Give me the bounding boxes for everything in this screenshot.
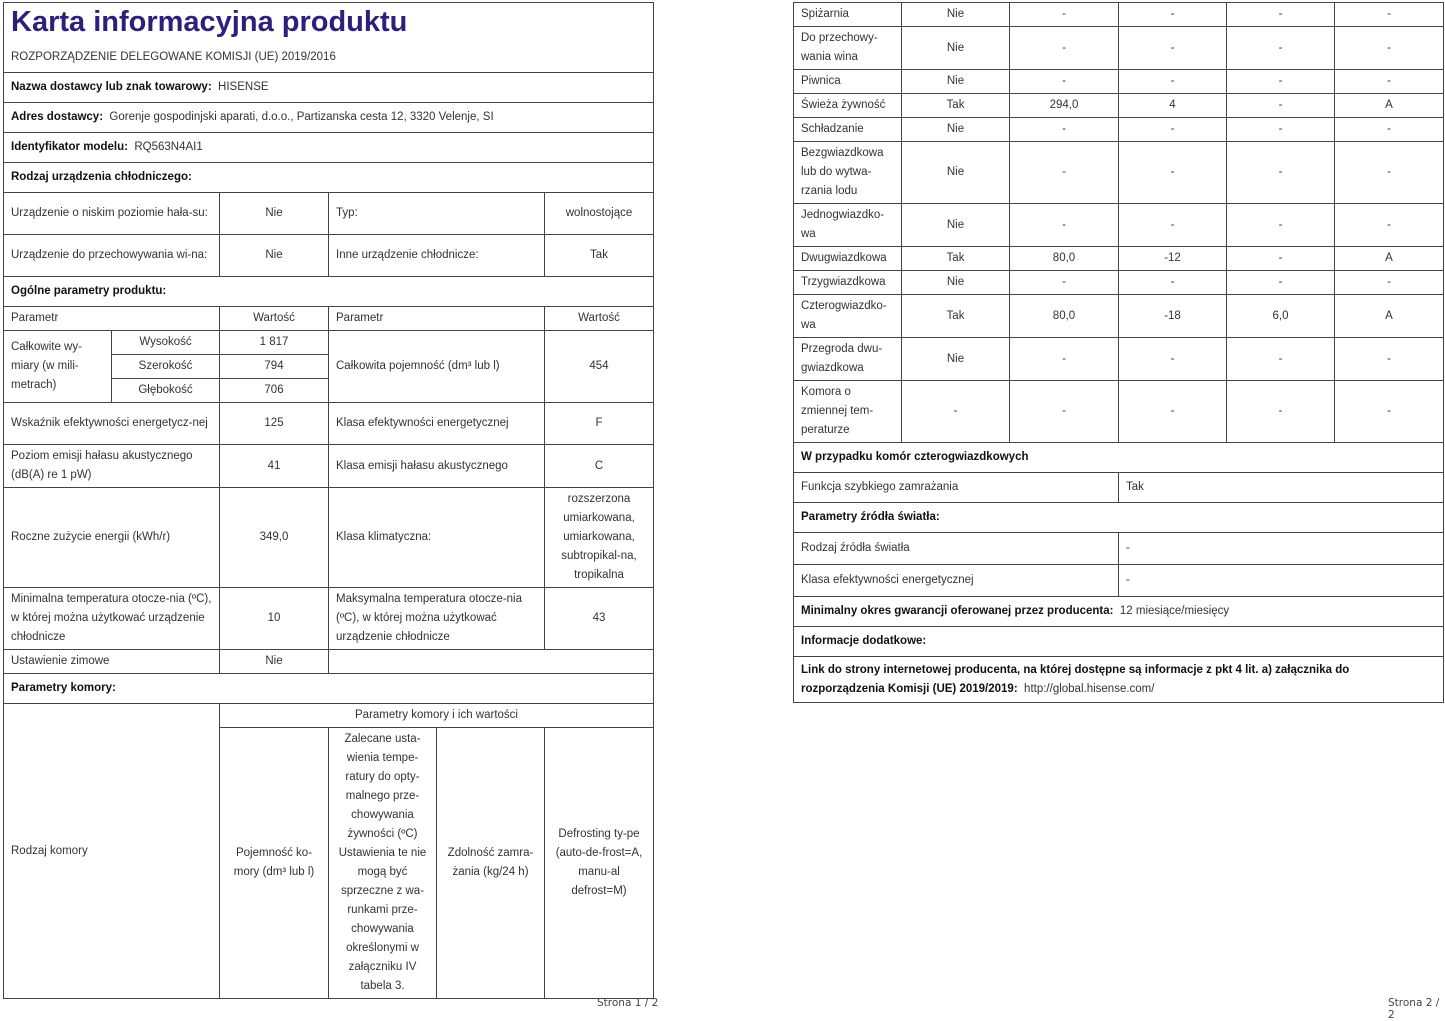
compartment-volume: - (1010, 142, 1119, 204)
value-header-left: Wartość (220, 307, 329, 331)
compartment-freeze-capacity: - (1227, 142, 1335, 204)
product-info-table (3, 2, 654, 999)
compartment-volume: - (1010, 3, 1119, 27)
compartment-present: Nie (902, 142, 1010, 204)
compartment-row (794, 70, 1444, 94)
noise-label: Poziom emisji hałasu akustycznego (dB(A) re 1 pW) (4, 445, 220, 488)
supplier-row (4, 73, 654, 103)
page-title: Karta informacyjna produktu (4, 3, 654, 43)
max-temp-label: Maksymalna temperatura otocze-nia (ºC), w której można użytkować urządzenie chłodnicze (329, 588, 545, 650)
compartment-volume: - (1010, 70, 1119, 94)
noise-value: 41 (220, 445, 329, 488)
compartment-name: Świeża żywność (794, 94, 902, 118)
compartment-row (794, 295, 1444, 338)
compartment-present: Nie (902, 118, 1010, 142)
compartment-present: - (902, 381, 1010, 443)
other-appliance-value: Tak (545, 235, 654, 277)
compartment-present: Tak (902, 94, 1010, 118)
compartment-freeze-capacity: - (1227, 27, 1335, 70)
compartment-params-heading: Parametry komory: (4, 674, 654, 704)
four-star-heading: W przypadku komór czterogwiazdkowych (794, 443, 1444, 473)
depth-value: 706 (220, 379, 329, 403)
fast-freeze-value: Tak (1119, 473, 1444, 503)
address-row (4, 103, 654, 133)
compartment-name: Do przechowy-wania wina (794, 27, 902, 70)
light-type-label: Rodzaj źródła światła (794, 533, 1119, 565)
compartment-name: Trzygwiazdkowa (794, 271, 902, 295)
width-label: Szerokość (112, 355, 220, 379)
low-noise-label: Urządzenie o niskim poziomie hała-su: (4, 193, 220, 235)
compartment-defrost: - (1335, 271, 1444, 295)
compartment-row (794, 94, 1444, 118)
manufacturer-link[interactable]: http://global.hisense.com/ (1024, 682, 1155, 695)
compartment-freeze-capacity: - (1227, 271, 1335, 295)
eei-value: 125 (220, 403, 329, 445)
fast-freeze-label: Funkcja szybkiego zamrażania (794, 473, 1119, 503)
model-label: Identyfikator modelu: (11, 141, 128, 153)
winter-setting-label: Ustawienie zimowe (4, 650, 220, 674)
compartment-present: Nie (902, 3, 1010, 27)
page-2 (793, 2, 1443, 703)
compartment-present: Nie (902, 204, 1010, 247)
compartment-defrost: A (1335, 94, 1444, 118)
compartment-temp: - (1119, 3, 1227, 27)
compartment-name: Komora o zmiennej tem-peraturze (794, 381, 902, 443)
compartment-defrost: A (1335, 247, 1444, 271)
param-header-right: Parametr (329, 307, 545, 331)
compartment-freeze-capacity: - (1227, 70, 1335, 94)
compartment-row (794, 204, 1444, 247)
other-appliance-label: Inne urządzenie chłodnicze: (329, 235, 545, 277)
compartment-freeze-capacity: - (1227, 3, 1335, 27)
compartment-row (794, 118, 1444, 142)
compartment-volume: 294,0 (1010, 94, 1119, 118)
compartment-split-cell (329, 728, 545, 999)
compartment-params-header: Parametry komory i ich wartości (220, 704, 654, 728)
low-noise-value: Nie (220, 193, 329, 235)
compartment-temp: -18 (1119, 295, 1227, 338)
compartment-volume: 80,0 (1010, 247, 1119, 271)
empty-cell (329, 650, 654, 674)
light-class-label: Klasa efektywności energetycznej (794, 565, 1119, 597)
compartment-name: Bezgwiazdkowa lub do wytwa-rzania lodu (794, 142, 902, 204)
wine-storage-label: Urządzenie do przechowywania wi-na: (4, 235, 220, 277)
compartment-temp: - (1119, 70, 1227, 94)
compartment-volume: - (1010, 338, 1119, 381)
manufacturer-link-label: Link do strony internetowej producenta, na której dostępne są informacje z pkt 4 lit. a) załącznika do rozporządzenia Komisji (UE) 2019/2019: (801, 663, 1350, 695)
compartment-temp: - (1119, 118, 1227, 142)
compartment-temp: -12 (1119, 247, 1227, 271)
compartment-present: Tak (902, 295, 1010, 338)
compartment-defrost: - (1335, 142, 1444, 204)
compartment-rows (794, 3, 1444, 443)
compartment-freeze-capacity: 6,0 (1227, 295, 1335, 338)
compartment-present: Tak (902, 247, 1010, 271)
compartment-defrost-header: Defrosting ty-pe (auto-de-frost=A, manu-al defrost=M) (545, 728, 654, 999)
compartment-temp: - (1119, 271, 1227, 295)
total-volume-label: Całkowita pojemność (dm³ lub l) (329, 331, 545, 403)
general-params-heading: Ogólne parametry produktu: (4, 277, 654, 307)
compartment-freeze-header: Zdolność zamra-żania (kg/24 h) (447, 847, 534, 878)
max-temp-value: 43 (545, 588, 654, 650)
compartment-present: Nie (902, 70, 1010, 94)
winter-setting-value: Nie (220, 650, 329, 674)
compartment-present: Nie (902, 271, 1010, 295)
warranty-row (794, 597, 1444, 627)
compartment-defrost: - (1335, 338, 1444, 381)
width-value: 794 (220, 355, 329, 379)
page-1-footer: Strona 1 / 2 (597, 997, 659, 1009)
compartment-temp: - (1119, 27, 1227, 70)
warranty-label: Minimalny okres gwarancji oferowanej przez producenta: (801, 605, 1114, 617)
compartment-volume: - (1010, 27, 1119, 70)
height-value: 1 817 (220, 331, 329, 355)
supplier-label: Nazwa dostawcy lub znak towarowy: (11, 81, 212, 93)
compartment-type-header: Rodzaj komory (4, 704, 220, 999)
address-value: Gorenje gospodinjski aparati, d.o.o., Partizanska cesta 12, 3320 Velenje, SI (109, 111, 494, 123)
annual-energy-value: 349,0 (220, 488, 329, 588)
compartment-defrost: - (1335, 118, 1444, 142)
climate-class-value: rozszerzona umiarkowana, umiarkowana, subtropikal-na, tropikalna (545, 488, 654, 588)
compartment-name: Piwnica (794, 70, 902, 94)
compartment-temp-header: Zalecane usta-wienia tempe-ratury do opty-malnego prze-chowywania żywności (ºC) Ustawienia te nie mogą być sprzeczne z wa-runkami prze-chowywania określonymi w załączniku IV tabela 3. (329, 728, 437, 998)
compartment-name: Czterogwiazdko-wa (794, 295, 902, 338)
height-label: Wysokość (112, 331, 220, 355)
compartment-row (794, 271, 1444, 295)
compartment-freeze-capacity: - (1227, 118, 1335, 142)
compartment-temp: 4 (1119, 94, 1227, 118)
compartment-freeze-capacity: - (1227, 94, 1335, 118)
compartment-freeze-capacity: - (1227, 247, 1335, 271)
compartment-defrost: - (1335, 204, 1444, 247)
regulation-text: ROZPORZĄDZENIE DELEGOWANE KOMISJI (UE) 2019/2016 (4, 43, 654, 73)
compartment-defrost: - (1335, 27, 1444, 70)
light-source-heading: Parametry źródła światła: (794, 503, 1444, 533)
model-value: RQ563N4AI1 (134, 141, 203, 153)
typ-label: Typ: (329, 193, 545, 235)
light-class-value: - (1119, 565, 1444, 597)
depth-label: Głębokość (112, 379, 220, 403)
compartment-name: Przegroda dwu-gwiazdkowa (794, 338, 902, 381)
compartment-row (794, 27, 1444, 70)
min-temp-label: Minimalna temperatura otocze-nia (ºC), w której można użytkować urządzenie chłodnicze (4, 588, 220, 650)
compartment-present: Nie (902, 338, 1010, 381)
compartment-freeze-capacity: - (1227, 381, 1335, 443)
compartment-name: Dwugwiazdkowa (794, 247, 902, 271)
warranty-value: 12 miesiące/miesięcy (1119, 605, 1230, 617)
compartment-name: Schładzanie (794, 118, 902, 142)
value-header-right: Wartość (545, 307, 654, 331)
annual-energy-label: Roczne zużycie energii (kWh/r) (4, 488, 220, 588)
compartment-name: Jednogwiazdko-wa (794, 204, 902, 247)
compartment-present: Nie (902, 27, 1010, 70)
manufacturer-link-row (794, 657, 1444, 703)
light-type-value: - (1119, 533, 1444, 565)
compartment-volume-header: Pojemność ko-mory (dm³ lub l) (220, 728, 329, 999)
compartment-row (794, 247, 1444, 271)
compartment-defrost: - (1335, 3, 1444, 27)
model-row (4, 133, 654, 163)
total-volume-value: 454 (545, 331, 654, 403)
compartment-temp: - (1119, 338, 1227, 381)
climate-class-label: Klasa klimatyczna: (329, 488, 545, 588)
param-header-left: Parametr (4, 307, 220, 331)
energy-class-label: Klasa efektywności energetycznej (329, 403, 545, 445)
compartment-freeze-capacity: - (1227, 204, 1335, 247)
compartment-temp: - (1119, 142, 1227, 204)
compartment-temp: - (1119, 381, 1227, 443)
compartment-temp: - (1119, 204, 1227, 247)
noise-class-value: C (545, 445, 654, 488)
noise-class-label: Klasa emisji hałasu akustycznego (329, 445, 545, 488)
compartment-volume: - (1010, 381, 1119, 443)
compartment-volume: - (1010, 271, 1119, 295)
compartment-volume: 80,0 (1010, 295, 1119, 338)
energy-class-value: F (545, 403, 654, 445)
compartment-volume: - (1010, 204, 1119, 247)
page-2-footer: Strona 2 / 2 (1388, 997, 1440, 1021)
compartment-defrost: A (1335, 295, 1444, 338)
compartment-volume: - (1010, 118, 1119, 142)
compartment-table (793, 2, 1444, 703)
compartment-defrost: - (1335, 70, 1444, 94)
compartment-row (794, 142, 1444, 204)
additional-info-heading: Informacje dodatkowe: (794, 627, 1444, 657)
page-1 (3, 2, 653, 999)
compartment-freeze-capacity: - (1227, 338, 1335, 381)
compartment-name: Spiżarnia (794, 3, 902, 27)
wine-storage-value: Nie (220, 235, 329, 277)
appliance-type-heading: Rodzaj urządzenia chłodniczego: (4, 163, 654, 193)
dimensions-label: Całkowite wy-miary (w mili-metrach) (4, 331, 112, 403)
eei-label: Wskaźnik efektywności energetycz-nej (4, 403, 220, 445)
min-temp-value: 10 (220, 588, 329, 650)
compartment-row (794, 381, 1444, 443)
compartment-row (794, 338, 1444, 381)
typ-value: wolnostojące (545, 193, 654, 235)
compartment-defrost: - (1335, 381, 1444, 443)
supplier-value: HISENSE (218, 81, 269, 93)
compartment-row (794, 3, 1444, 27)
address-label: Adres dostawcy: (11, 111, 104, 123)
